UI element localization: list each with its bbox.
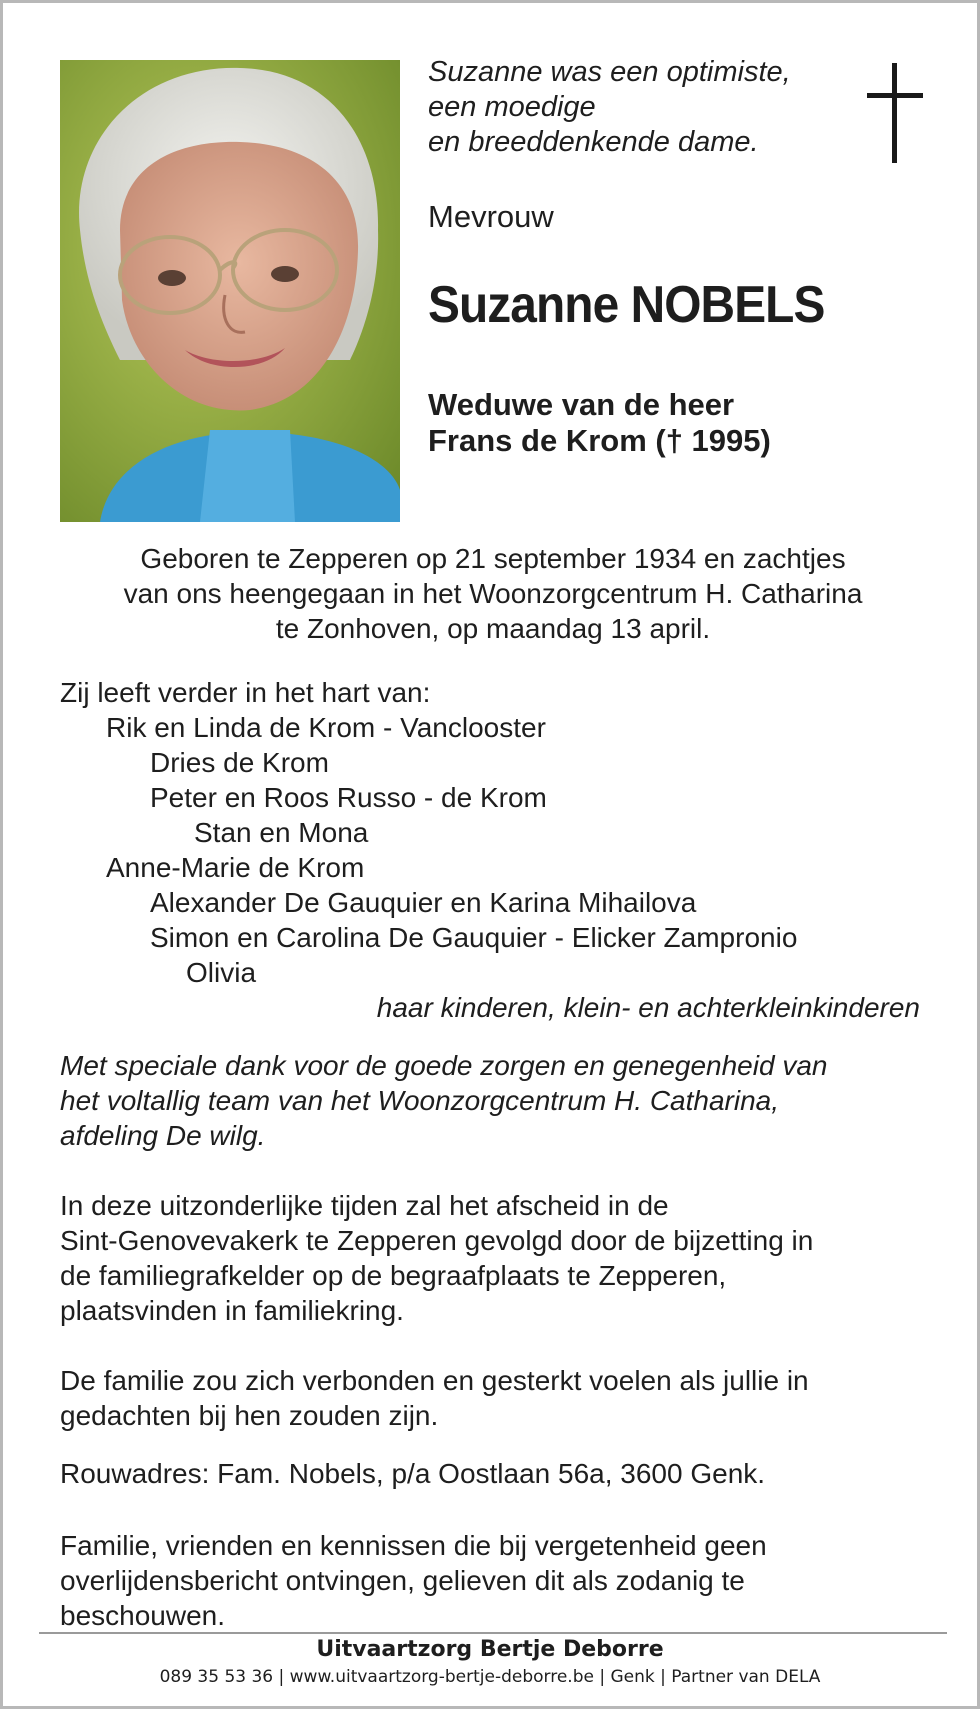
survivors-list xyxy=(60,675,926,1023)
survivor-line: Rik en Linda de Krom - Vanclooster xyxy=(106,712,546,743)
birth-line: Geboren te Zepperen op 21 september 1934 en zachtjes xyxy=(140,543,846,574)
ceremony-line: plaatsvinden in familiekring. xyxy=(60,1295,404,1326)
notice-line: overlijdensbericht ontvingen, gelieven dit als zodanig te xyxy=(60,1565,745,1596)
notice-line: Familie, vrienden en kennissen die bij vergetenheid geen xyxy=(60,1530,767,1561)
survivor-line: Alexander De Gauquier en Karina Mihailova xyxy=(150,887,697,918)
survivor-line: Anne-Marie de Krom xyxy=(106,852,365,883)
survivor-line: Peter en Roos Russo - de Krom xyxy=(150,782,547,813)
survivor-line: Stan en Mona xyxy=(194,817,369,848)
ceremony-line: de familiegrafkelder op de begraafplaats te Zepperen, xyxy=(60,1260,727,1291)
thanks-line: afdeling De wilg. xyxy=(60,1120,266,1151)
thanks-message xyxy=(60,1048,940,1153)
ceremony-line: In deze uitzonderlijke tijden zal het afscheid in de xyxy=(60,1190,669,1221)
notice-line: beschouwen. xyxy=(60,1600,226,1631)
funeral-home-contact: 089 35 53 36 | www.uitvaartzorg-bertje-deborre.be | Genk | Partner van DELA xyxy=(159,1667,821,1687)
birth-death-info xyxy=(60,541,926,646)
mourning-address: Rouwadres: Fam. Nobels, p/a Oostlaan 56a, 3600 Genk. xyxy=(60,1458,766,1489)
cross-icon xyxy=(867,63,923,163)
survivors-intro: Zij leeft verder in het hart van: xyxy=(60,677,431,708)
quote-line: een moedige xyxy=(428,91,596,123)
spouse-info xyxy=(428,387,771,459)
quote-line: Suzanne was een optimiste, xyxy=(428,56,791,88)
thanks-line: Met speciale dank voor de goede zorgen en genegenheid van xyxy=(60,1050,828,1081)
ceremony-line: Sint-Genovevakerk te Zepperen gevolgd door de bijzetting in xyxy=(60,1225,814,1256)
support-line: De familie zou zich verbonden en gesterkt voelen als jullie in xyxy=(60,1365,809,1396)
survivor-line: Olivia xyxy=(186,957,257,988)
ceremony-info xyxy=(60,1188,940,1328)
memorial-quote xyxy=(428,55,828,160)
footer-divider xyxy=(39,1632,947,1634)
survivor-line: Dries de Krom xyxy=(150,747,329,778)
quote-line: en breeddenkende dame. xyxy=(428,126,759,158)
survivor-line: Simon en Carolina De Gauquier - Elicker Zampronio xyxy=(150,922,798,953)
deceased-name: Suzanne NOBELS xyxy=(428,276,825,334)
spouse-line: Weduwe van de heer xyxy=(428,387,735,422)
thanks-line: het voltallig team van het Woonzorgcentrum H. Catharina, xyxy=(60,1085,780,1116)
funeral-home-name: Uitvaartzorg Bertje Deborre xyxy=(316,1637,664,1662)
portrait-photo xyxy=(60,60,400,522)
birth-line: te Zonhoven, op maandag 13 april. xyxy=(275,613,711,644)
survivors-relation: haar kinderen, klein- en achterkleinkinderen xyxy=(376,992,920,1023)
support-line: gedachten bij hen zouden zijn. xyxy=(60,1400,439,1431)
salutation: Mevrouw xyxy=(428,199,554,234)
spouse-line: Frans de Krom († 1995) xyxy=(428,423,771,458)
support-message xyxy=(60,1363,940,1433)
birth-line: van ons heengegaan in het Woonzorgcentrum H. Catharina xyxy=(123,578,863,609)
notice-message xyxy=(60,1528,940,1633)
